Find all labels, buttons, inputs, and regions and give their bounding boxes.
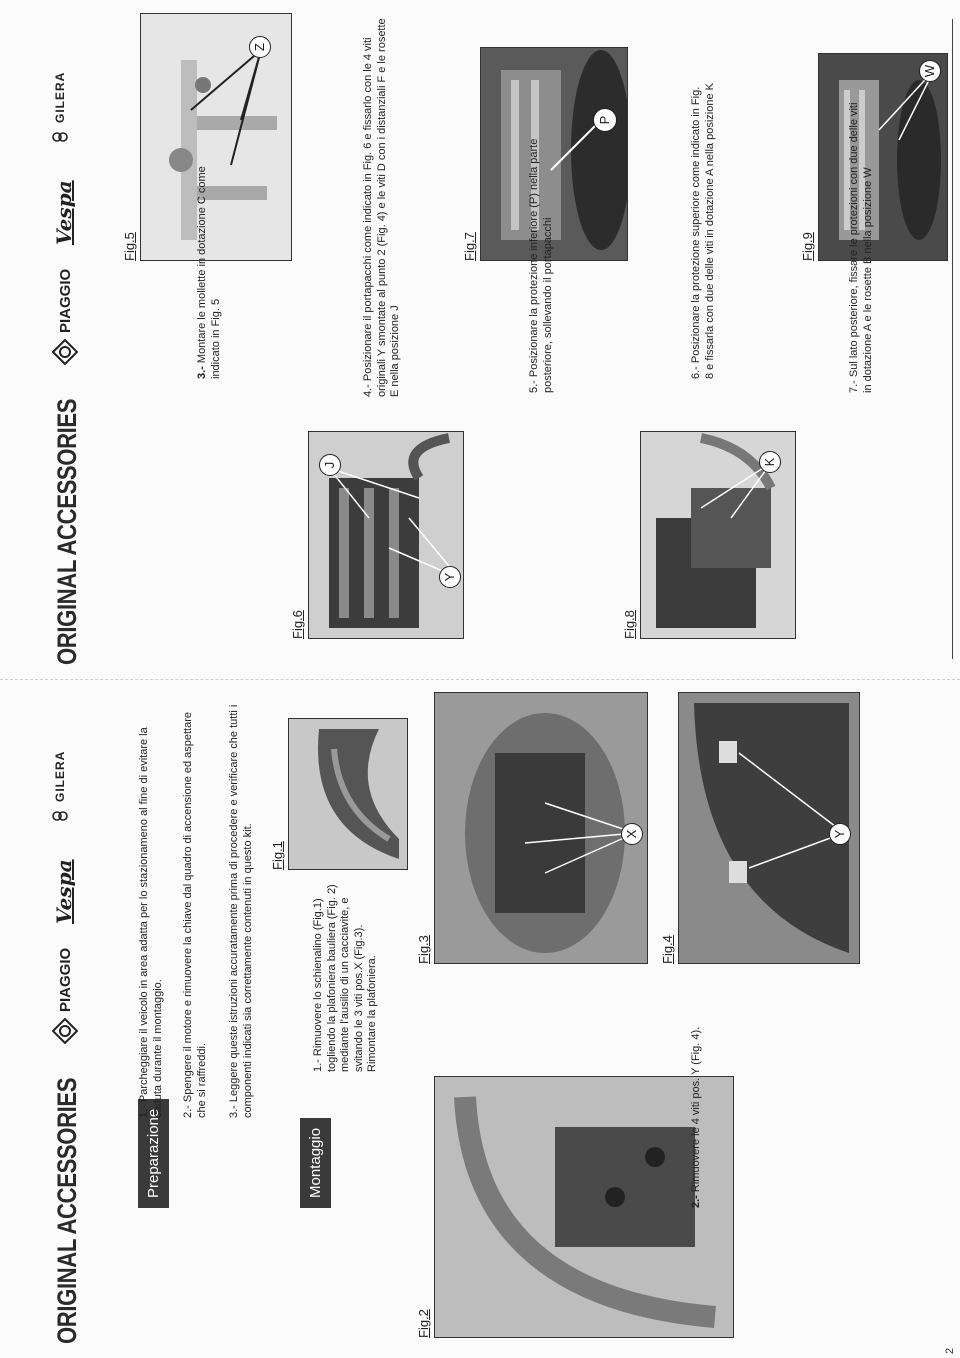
piaggio-emblem-icon	[52, 1018, 78, 1044]
left-sheet	[0, 679, 960, 1358]
fig1-image	[288, 718, 408, 870]
mount-step-1: 1.- Rimuovere lo schienalino (Fig.1) togliendo la plafoniera bauliera (Fig. 2) mediante l'ausilio di un cacciavite, e svitando le 3 viti pos.X (Fig.3). Rimontare la plafoniera.	[312, 884, 378, 1072]
gilera-logo	[52, 72, 68, 145]
piaggio-logo	[52, 948, 78, 1044]
fig9-image	[818, 53, 948, 261]
gilera-logo-text: GILERA	[53, 750, 67, 802]
page-number: 2	[944, 1347, 956, 1354]
fig6-label: Fig.6	[290, 610, 305, 639]
fig5-label: Fig.5	[122, 232, 137, 261]
mount-step-2-number: 2.-	[690, 1195, 702, 1208]
fig6-callout-j: J	[319, 454, 341, 476]
gilera-emblem-icon	[52, 129, 68, 145]
prep-step-2: 2.- Spengere il motore e rimuovere la chiave dal quadro di accensione ed aspettare che si raffreddi.	[182, 711, 208, 1118]
fig2-image	[434, 1076, 734, 1338]
fig9-label: Fig.9	[800, 232, 815, 261]
section-preparazione: Preparazione	[138, 1099, 169, 1208]
section-montaggio: Montaggio	[300, 1118, 331, 1208]
prep-step-1: 1.- Parcheggiare il veicolo in area adatta per lo stazionameno al fine di evitare la caduta durante il montaggio.	[138, 727, 164, 1118]
step4-text: 4.- Posizionare il portapacchi come indicato in Fig. 6 e fissarlo con le 4 viti originali Y smontate al punto 2 (Fig. 4) e le viti D con i distanziali F e le rosette E nella posizione J	[362, 18, 401, 397]
piaggio-emblem-icon	[52, 339, 78, 365]
step3-number: 3.-	[196, 366, 208, 379]
step3-body: Montare le mollette in dotazione C come indicato in Fig. 5	[196, 166, 222, 379]
fig1-label: Fig.1	[270, 841, 285, 870]
gilera-logo-text: GILERA	[53, 71, 67, 123]
prep-step-3: 3.- Leggere queste istruzioni accuratamente prima di procedere e verificare che tutti i componenti indicati sia correttamente contenuti in questo kit.	[228, 704, 254, 1118]
bottom-rule	[952, 19, 953, 659]
fig8-image	[640, 431, 796, 639]
step3-text	[196, 139, 223, 379]
fig3-image	[434, 692, 648, 964]
step7-text: 7.- Sul lato posteriore, fissare le protezioni con due delle viti in dotazione A e le rosette B nella posizione W	[848, 102, 874, 393]
fig8-callout-k: K	[759, 451, 781, 473]
step5-text: 5.- Posizionare la protezione inferiore (P) nella parte posteriore, sollevando il portapacchi	[528, 138, 554, 393]
header-row	[22, 694, 112, 1344]
mount-step-2-body: Rimuovere le 4 viti pos. Y (Fig. 4).	[690, 1026, 702, 1196]
fig3-label: Fig.3	[416, 935, 431, 964]
fig4-label: Fig.4	[660, 935, 675, 964]
fig6-image	[308, 431, 464, 639]
fig6-callout-y: Y	[439, 566, 461, 588]
fig4-callout-y: Y	[829, 823, 851, 845]
fig7-callout-p: P	[593, 108, 617, 132]
step6-text: 6.- Posizionare la protezione superiore come indicato in Fig. 8 e fissarla con due delle viti in dotazione A nella posizione K	[690, 83, 716, 379]
fig3-callout-x: X	[621, 823, 643, 845]
piaggio-logo-text: PIAGGIO	[56, 268, 74, 333]
mount-step-2	[690, 988, 704, 1208]
header-row	[22, 15, 112, 665]
piaggio-logo-text: PIAGGIO	[56, 947, 74, 1012]
header-title: ORIGINAL ACCESSORIES	[52, 398, 82, 665]
fig8-label: Fig.8	[622, 610, 637, 639]
fig9-callout-w: W	[919, 60, 941, 82]
fig5-callout-z: Z	[249, 36, 271, 58]
gilera-emblem-icon	[52, 808, 68, 824]
gilera-logo	[52, 751, 68, 824]
fig7-label: Fig.7	[462, 232, 477, 261]
vespa-logo: Vespa	[52, 180, 76, 245]
piaggio-logo	[52, 269, 78, 365]
fig4-image	[678, 692, 860, 964]
fig2-label: Fig.2	[416, 1309, 431, 1338]
vespa-logo: Vespa	[52, 859, 76, 924]
header-title: ORIGINAL ACCESSORIES	[52, 1077, 82, 1344]
